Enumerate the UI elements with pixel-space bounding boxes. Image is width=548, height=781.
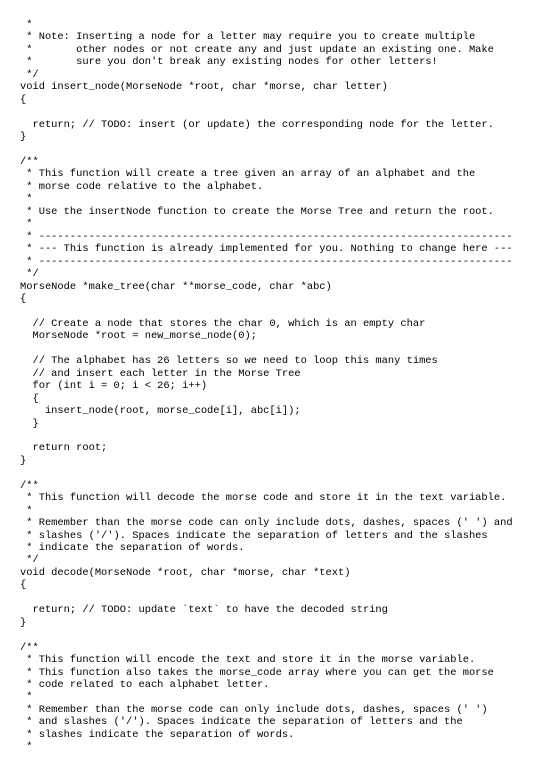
code-line: * --- This function is already implemented for you. Nothing to change here --- [20,243,513,256]
code-line: void decode(MorseNode *root, char *morse, char *text) [20,566,351,579]
code-line: * Note: Inserting a node for a letter may require you to create multiple [20,31,476,44]
code-line: * This function will decode the morse code and store it in the text variable. [20,492,507,505]
code-line: } [20,616,27,629]
code-line: * ---------------------------------------------------------------------------- [20,255,513,268]
code-line: */ [20,554,39,567]
code-line: MorseNode *make_tree(char **morse_code, char *abc) [20,280,332,293]
code-line: // The alphabet has 26 letters so we need to loop this many times [20,355,438,368]
code-line: /** [20,479,39,492]
code-line: return root; [20,442,108,455]
code-line: insert_node(root, morse_code[i], abc[i]); [20,405,301,418]
code-line: MorseNode *root = new_morse_node(0); [20,330,257,343]
code-line: } [20,417,39,430]
code-line: * other nodes or not create any and just update an existing one. Make [20,43,494,56]
code-line: * Remember than the morse code can only include dots, dashes, spaces (' ') and [20,517,513,530]
code-line: * and slashes ('/'). Spaces indicate the separation of letters and the [20,716,463,729]
code-line: // Create a node that stores the char 0, which is an empty char [20,317,426,330]
code-line: { [20,93,27,106]
code-line: * [20,504,33,517]
code-line: for (int i = 0; i < 26; i++) [20,380,208,393]
code-line [20,106,513,118]
code-line: * [20,19,33,31]
code-line: * [20,741,33,754]
code-line: { [20,292,27,305]
code-line: */ [20,68,39,81]
code-line: return; // TODO: insert (or update) the corresponding node for the letter. [20,118,494,131]
code-line: * slashes indicate the separation of words. [20,728,295,741]
code-line [20,430,513,442]
code-block[interactable] [20,19,513,754]
code-line: } [20,131,27,144]
code-line: * sure you don't break any existing nodes for other letters! [20,56,438,69]
code-line [20,343,513,355]
code-line: * This function also takes the morse_code array where you can get the morse [20,666,494,679]
code-line: * This function will create a tree given an array of an alphabet and the [20,168,476,181]
code-line: { [20,579,27,592]
code-line [20,592,513,604]
code-line: void insert_node(MorseNode *root, char *morse, char letter) [20,81,388,94]
code-line [20,467,513,479]
code-line: * indicate the separation of words. [20,542,245,555]
code-line: * [20,691,33,704]
code-line: * ---------------------------------------------------------------------------- [20,230,513,243]
code-line: * [20,218,33,231]
code-line: * Use the insertNode function to create the Morse Tree and return the root. [20,205,494,218]
code-line: return; // TODO: update `text` to have the decoded string [20,604,388,617]
code-line: * slashes ('/'). Spaces indicate the separation of letters and the slashes [20,529,488,542]
code-line: * morse code relative to the alphabet. [20,180,264,193]
code-line: * Remember than the morse code can only include dots, dashes, spaces (' ') [20,703,488,716]
code-line: * [20,193,33,206]
code-line [20,629,513,641]
code-line [20,305,513,317]
code-line: * code related to each alphabet letter. [20,679,270,692]
code-line: { [20,392,39,405]
code-line: /** [20,155,39,168]
code-line: } [20,454,27,467]
code-line [20,144,513,156]
code-line: // and insert each letter in the Morse Tree [20,367,301,380]
code-line: /** [20,641,39,654]
code-line: */ [20,268,39,281]
code-line: * This function will encode the text and store it in the morse variable. [20,654,476,667]
